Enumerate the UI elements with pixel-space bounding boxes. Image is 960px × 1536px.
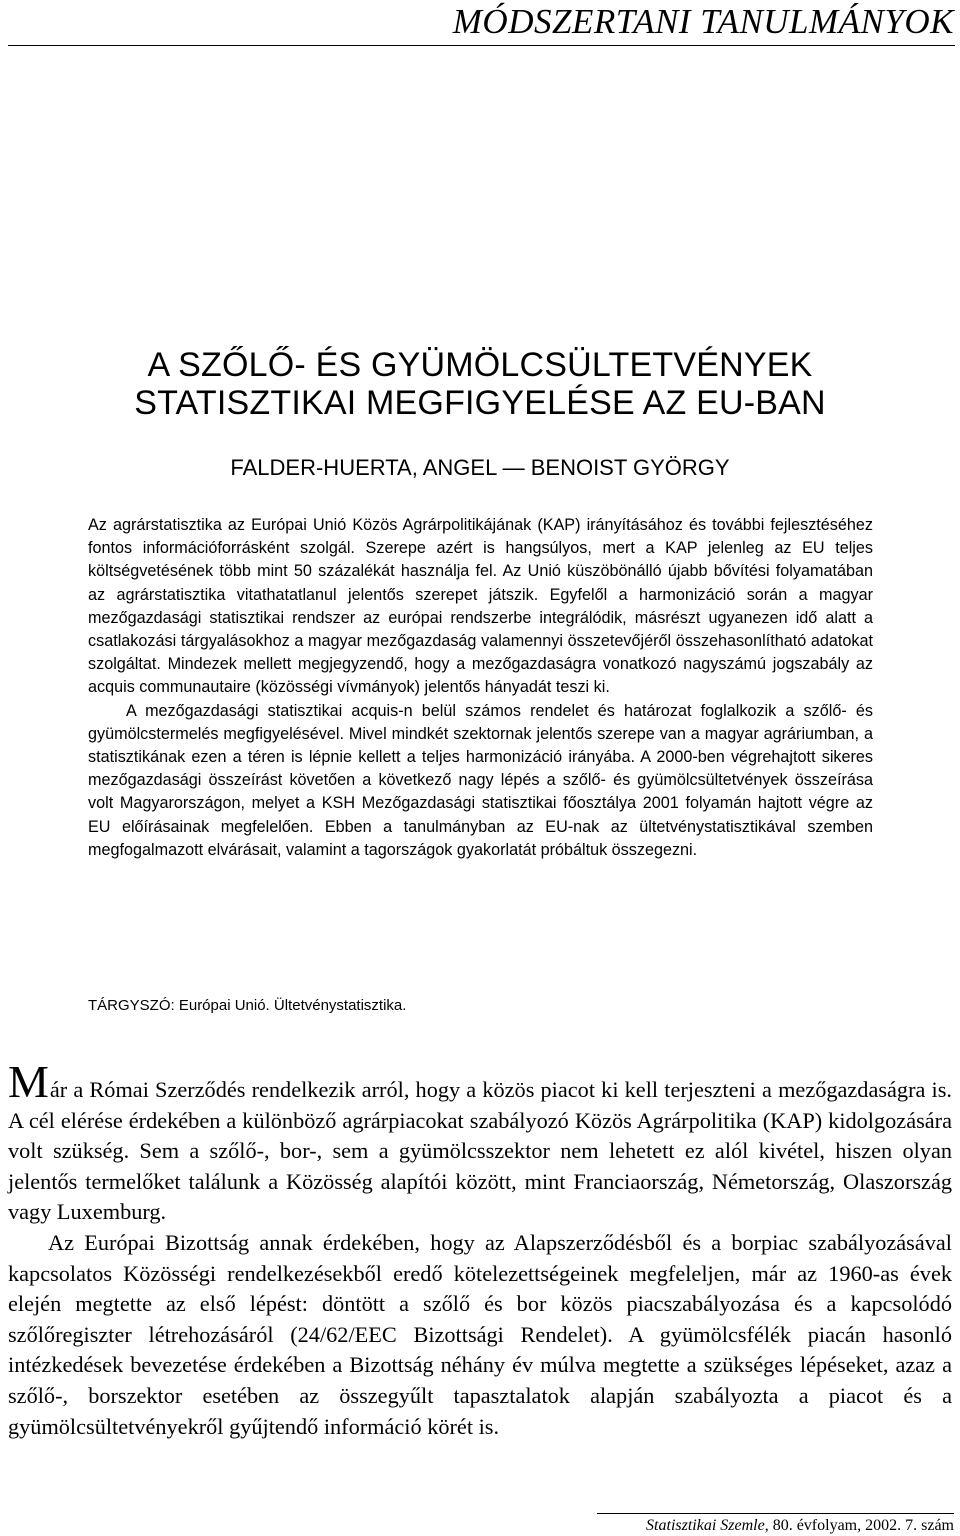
article-title-line2: STATISZTIKAI MEGFIGYELÉSE AZ EU-BAN xyxy=(134,384,826,422)
body-paragraph-2: Az Európai Bizottság annak érdekében, hogy az Alapszerződésből és a borpiac szabályozásával kapcsolatos Közösségi rendelkezésekből eredő kötelezettségeinek megfeleljen, már az 1960-as évek elején megtette az első lépést: döntött a szőlő és bor közös piacszabályozása és a kapcsolódó szőlőregiszter létrehozásáról (24/62/EEC Bizottsági Rendelet). A gyümölcsfélék piacán hasonló intézkedések bevezetése érdekében a Bizottság néhány év múlva megtette a szükséges lépéseket, azaz a szőlő-, borszektor esetében az összegyűlt tapasztalatok alapján szabályozta a piacot és a gyümölcsültetvényekről gyűjtendő információ körét is. xyxy=(8,1229,952,1439)
abstract-paragraph-2: A mezőgazdasági statisztikai acquis-n belül számos rendelet és határozat foglalkozik a szőlő- és gyümölcstermelés megfigyelésével. Mivel mindkét szektornak jelentős szerepe van a magyar agráriumban, a statisztikának ezen a téren is lépnie kellett a teljes harmonizáció irányába. A 2000-ben végrehajtott sikeres mezőgazdasági összeírást követően a következő nagy lépés a szőlő- és gyümölcsültetvények összeírása volt Magyarországon, melyet a KSH Mezőgazdasági statisztikai főosztálya 2001 folyamán hajtott végre az EU előírásainak megfelelően. Ebben a tanulmányban az EU-nak az ültetvénystatisztikával szemben megfogalmazott elvárásait, valamint a tagországok gyakorlatát próbáltuk összegezni. xyxy=(88,701,873,859)
article-title-line1: A SZŐLŐ- ÉS GYÜMÖLCSÜLTETVÉNYEK xyxy=(147,346,813,384)
body-paragraph-1-text: ár a Római Szerződés rendelkezik arról, hogy a közös piacot ki kell terjeszteni a mezőgazdaságra is. A cél elérése érdekében a különböző agrárpiacokat szabályozó Közös Agrárpolitika (KAP) kidolgozására volt szükség. Sem a szőlő-, bor-, sem a gyümölcsszektor nem lehetett ez alól kivétel, hiszen olyan jelentős termelőket találunk a Közösség alapítói között, mint Franciaország, Németország, Olaszország vagy Luxemburg. xyxy=(8,1077,952,1225)
abstract xyxy=(88,514,873,862)
header-rule xyxy=(8,45,955,46)
section-header: MÓDSZERTANI TANULMÁNYOK xyxy=(452,2,954,41)
keywords: TÁRGYSZÓ: Európai Unió. Ültetvénystatisztika. xyxy=(88,997,407,1014)
journal-name: Statisztikai Szemle xyxy=(646,1517,765,1534)
drop-cap: M xyxy=(8,1056,49,1107)
abstract-paragraph-1: Az agrárstatisztika az Európai Unió Közös Agrárpolitikájának (KAP) irányításához és további fejlesztéséhez fontos információforrásként szolgál. Szerepe azért is hangsúlyos, mert a KAP jelenleg az EU teljes költségvetésének több mint 50 százalékát használja fel. Az Unió küszöbönálló újabb bővítési folyamatában az agrárstatisztika vitathatatlanul jelentős szerepet játszik. Egyfelől a harmonizáció során a magyar mezőgazdasági statisztikai rendszer az európai rendszerbe integrálódik, másrészt ugyanezen idő alatt a csatlakozási tárgyalásokhoz a magyar mezőgazdaság valamennyi összetevőjéről összehasonlítható adatokat szolgáltat. Mindezek mellett megjegyzendő, hogy a mezőgazdaságra vonatkozó nagyszámú jogszabály az acquis communautaire (közösségi vívmányok) jelentős hányadát teszi ki. xyxy=(88,516,873,697)
page-footer xyxy=(646,1517,954,1535)
body-paragraph-1 xyxy=(8,1056,952,1228)
article-authors: FALDER-HUERTA, ANGEL — BENOIST GYÖRGY xyxy=(230,455,730,480)
article-body xyxy=(8,1056,952,1442)
journal-issue: , 80. évfolyam, 2002. 7. szám xyxy=(764,1517,954,1534)
footer-rule xyxy=(597,1513,954,1514)
